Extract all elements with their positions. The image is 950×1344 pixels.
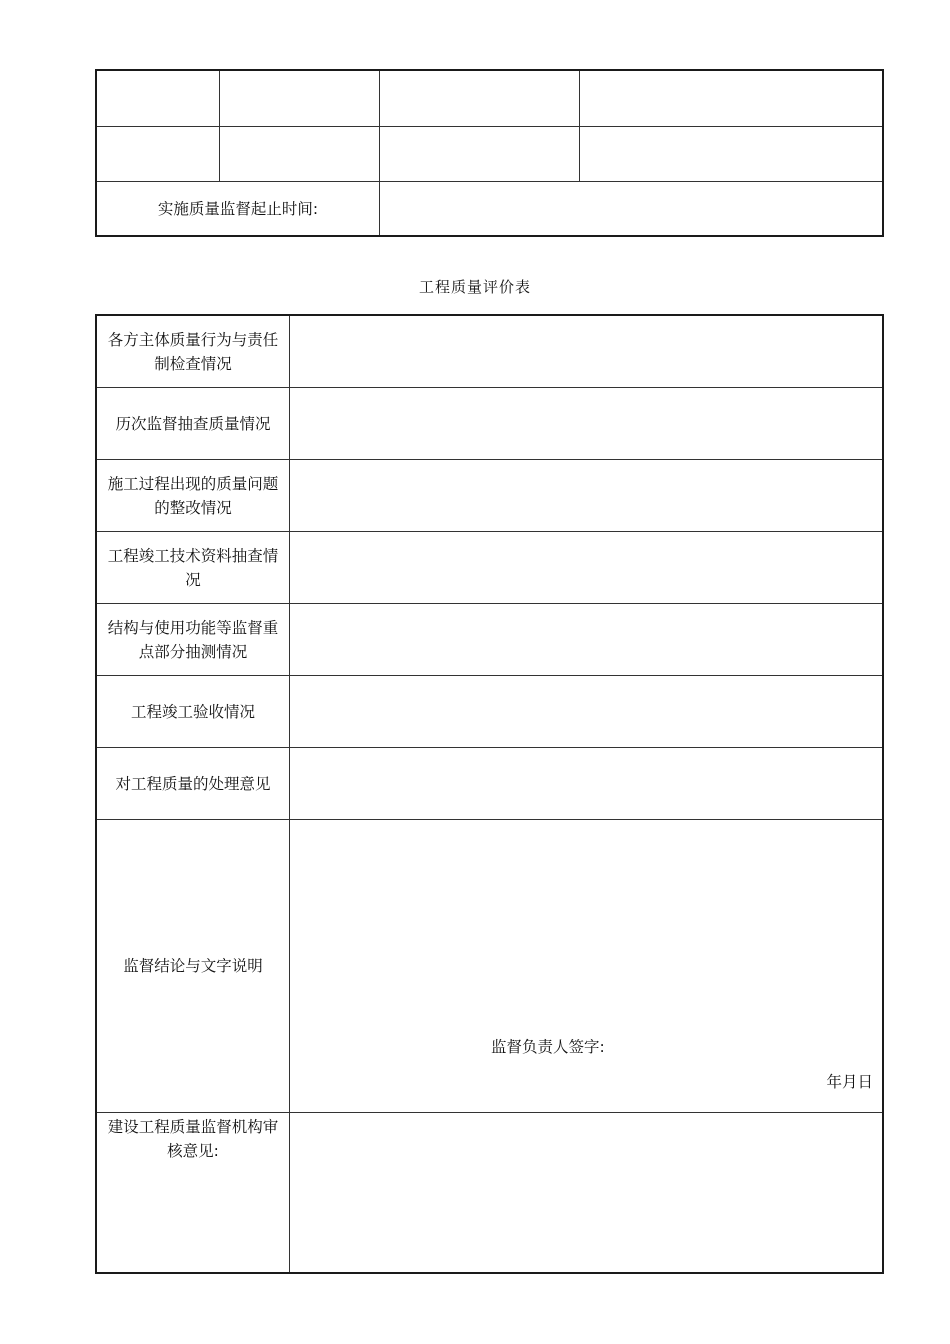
row-label-supervision-conclusion: 监督结论与文字说明 bbox=[123, 957, 263, 975]
row-content-structure-function-test[interactable] bbox=[290, 604, 882, 675]
signature-date-label: 年月日 bbox=[826, 1073, 873, 1091]
row-content-agency-review[interactable] bbox=[290, 1113, 882, 1272]
row-content-technical-documents[interactable] bbox=[290, 532, 882, 603]
top-table bbox=[95, 69, 884, 237]
top-table-cell[interactable] bbox=[380, 127, 579, 181]
row-label-structure-function-test: 结构与使用功能等监督重点部分抽测情况 bbox=[107, 618, 279, 661]
top-table-cell[interactable] bbox=[380, 71, 579, 126]
evaluation-table bbox=[95, 314, 884, 1274]
row-content-spot-check-history[interactable] bbox=[290, 388, 882, 459]
supervisor-signature-label: 监督负责人签字: bbox=[491, 1038, 605, 1056]
top-table-cell[interactable] bbox=[580, 71, 882, 126]
row-label-technical-documents: 工程竣工技术资料抽查情况 bbox=[107, 546, 279, 589]
row-content-handling-opinion[interactable] bbox=[290, 748, 882, 819]
row-content-supervision-conclusion[interactable] bbox=[290, 820, 882, 1112]
top-table-cell[interactable] bbox=[220, 127, 379, 181]
top-table-cell[interactable] bbox=[97, 71, 219, 126]
start-end-time-field[interactable] bbox=[380, 182, 882, 235]
row-label-completion-acceptance: 工程竣工验收情况 bbox=[130, 702, 255, 721]
top-table-cell[interactable] bbox=[97, 127, 219, 181]
form-title: 工程质量评价表 bbox=[418, 278, 531, 296]
row-label-agency-review: 建设工程质量监督机构审核意见: bbox=[107, 1118, 279, 1160]
row-content-completion-acceptance[interactable] bbox=[290, 676, 882, 747]
top-table-cell[interactable] bbox=[580, 127, 882, 181]
row-label-party-quality-behavior: 各方主体质量行为与责任制检查情况 bbox=[107, 330, 279, 373]
row-content-party-quality-behavior[interactable] bbox=[290, 316, 882, 387]
row-content-rectification[interactable] bbox=[290, 460, 882, 531]
row-label-rectification: 施工过程出现的质量问题的整改情况 bbox=[107, 474, 279, 517]
start-end-time-label: 实施质量监督起止时间: bbox=[157, 199, 319, 218]
row-label-handling-opinion: 对工程质量的处理意见 bbox=[115, 774, 271, 793]
row-label-spot-check-history: 历次监督抽查质量情况 bbox=[115, 414, 271, 433]
top-table-cell[interactable] bbox=[220, 71, 379, 126]
